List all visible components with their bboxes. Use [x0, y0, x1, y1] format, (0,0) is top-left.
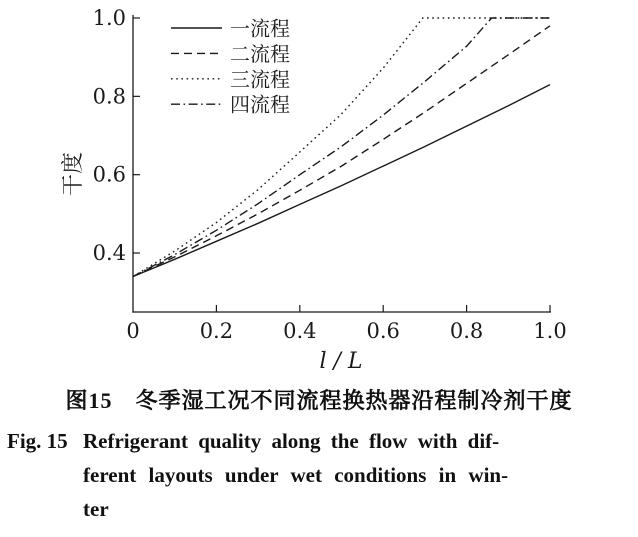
series-line-dotted: [133, 18, 550, 277]
y-tick-label: 1.0: [92, 6, 126, 30]
legend-label: 一流程: [230, 18, 290, 41]
legend-label: 四流程: [230, 94, 290, 117]
caption-english-line-2: ferent layouts under wet conditions in win-: [83, 463, 509, 487]
series-line-dashed: [133, 26, 550, 277]
x-tick-label: 0.4: [283, 319, 317, 343]
caption-english-line-3: ter: [83, 497, 109, 521]
caption-english: [0, 424, 638, 526]
x-tick-label: 0.8: [449, 319, 484, 343]
x-tick-label: 0: [126, 319, 140, 343]
x-tick-label: 0.6: [366, 319, 400, 343]
legend-label: 三流程: [230, 69, 290, 92]
y-axis-label: 干度: [61, 151, 86, 197]
caption-english-line-1: Refrigerant quality along the flow with dif-: [83, 429, 500, 453]
x-tick-label: 1.0: [533, 319, 567, 343]
caption-chinese: 图15 冬季湿工况不同流程换热器沿程制冷剂干度: [65, 388, 573, 413]
x-axis-label: l / L: [319, 349, 363, 374]
series-line-dashdot: [133, 18, 550, 277]
x-tick-label: 0.2: [199, 319, 234, 343]
figure-number-label: Fig. 15: [7, 429, 68, 453]
y-tick-label: 0.4: [92, 241, 126, 266]
y-tick-label: 0.8: [92, 84, 126, 109]
y-tick-label: 0.6: [92, 162, 126, 187]
legend-label: 二流程: [230, 43, 290, 66]
